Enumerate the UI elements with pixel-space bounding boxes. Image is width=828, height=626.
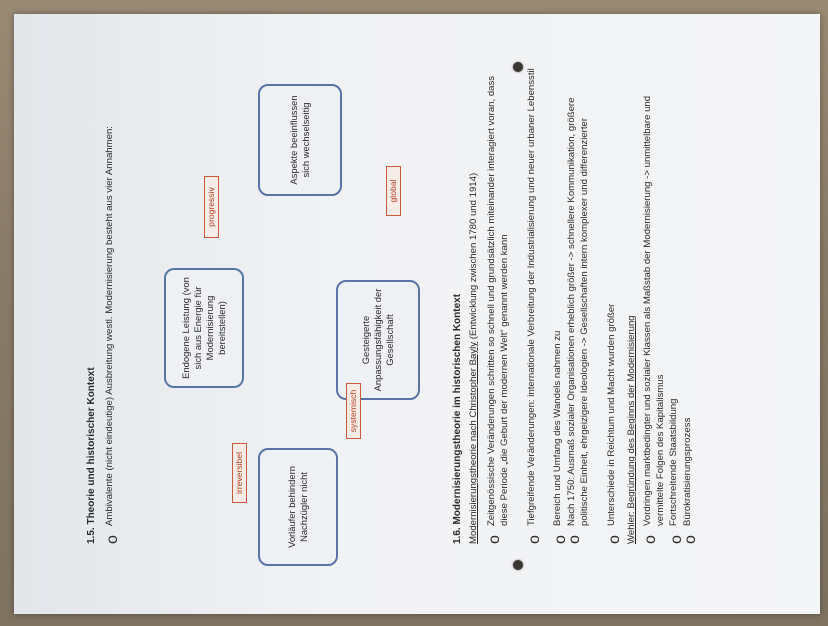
section-16-heading: 1.6. Modernisierungstheorie im historischen Kontext [452, 293, 463, 544]
bullet-marker [526, 533, 544, 544]
box-aspekte: Aspekte beeinflussen sich wechselseitig [258, 84, 342, 196]
tag-irreversibel: irreversibel [232, 443, 247, 503]
wehler-bullet-1: Vordringen marktbedingter und sozialer Klassen als Maßstab der Modernisierung -> unmittelbare und vermittelte Folgen des Kapitalismus [642, 95, 666, 526]
wehler-bullet-2: Fortschreitende Staatsbildung [668, 398, 679, 526]
bullet-marker [642, 533, 660, 544]
tag-global: global [386, 166, 401, 216]
box-vorlaeufer: Vorläufer behindern Nachzügler nicht [258, 448, 338, 566]
section-16-bullet-4: Nach 1750: Ausmaß sozialer Organisationen erheblich größer -> schnellere Kommunikation, größere politische Einheit, ehrgeizigere Ideologien -> Gesellschaften intern komplexer und differenzierter [566, 97, 590, 526]
bullet-marker [104, 533, 122, 544]
section-15-heading: 1.5. Theorie und historischer Kontext [86, 367, 97, 544]
section-16-subheading [468, 44, 481, 544]
box-endogene-leistung: Endogene Leistung (von sich aus Energie für Modernisierung bereitstellen) [164, 268, 244, 388]
wehler-bullet-3: Bürokratisierungsprozess [682, 417, 693, 526]
section-16-bullet-5: Unterschiede in Reichtum und Macht wurden größer [606, 303, 617, 526]
subheading-rest: (Entwicklung zwischen 1780 und 1914) [468, 172, 479, 342]
bullet-marker [606, 533, 624, 544]
box-gesteigerte-anpassung: Gesteigerte Anpassungsfähigkeit der Gesellschaft [336, 280, 420, 400]
rotated-page-content [36, 20, 736, 610]
tag-progressiv: progressiv [204, 176, 219, 238]
tag-systemisch: systemisch [346, 383, 361, 439]
subheading-underlined: Modernisierungstheorie nach Christopher Bayly [468, 341, 479, 544]
bullet-marker [486, 533, 504, 544]
bullet-marker [682, 533, 700, 544]
bullet-marker [566, 533, 584, 544]
section-16-bullet-1: Zeitgenössische Veränderungen schritten so schnell und grundsätzlich miteinander interagiert voran, dass diese Periode „die Geburt der modernen Welt“ genannt werden kann [486, 75, 510, 526]
section-15-bullet: Ambivalente (nicht eindeutige) Ausbreitung westl. Modernisierung besteht aus vier Annahmen: [104, 126, 115, 526]
wehler-heading: Wehler: Begründung des Beginns der Modernisierung [626, 315, 637, 544]
section-16-bullet-3: Bereich und Umfang des Wandels nahmen zu [552, 330, 563, 526]
section-16-bullet-2: Tiefgreifende Veränderungen: internationale Verbreitung der Industrialisierung und neuer urbaner Lebensstil [526, 68, 537, 526]
